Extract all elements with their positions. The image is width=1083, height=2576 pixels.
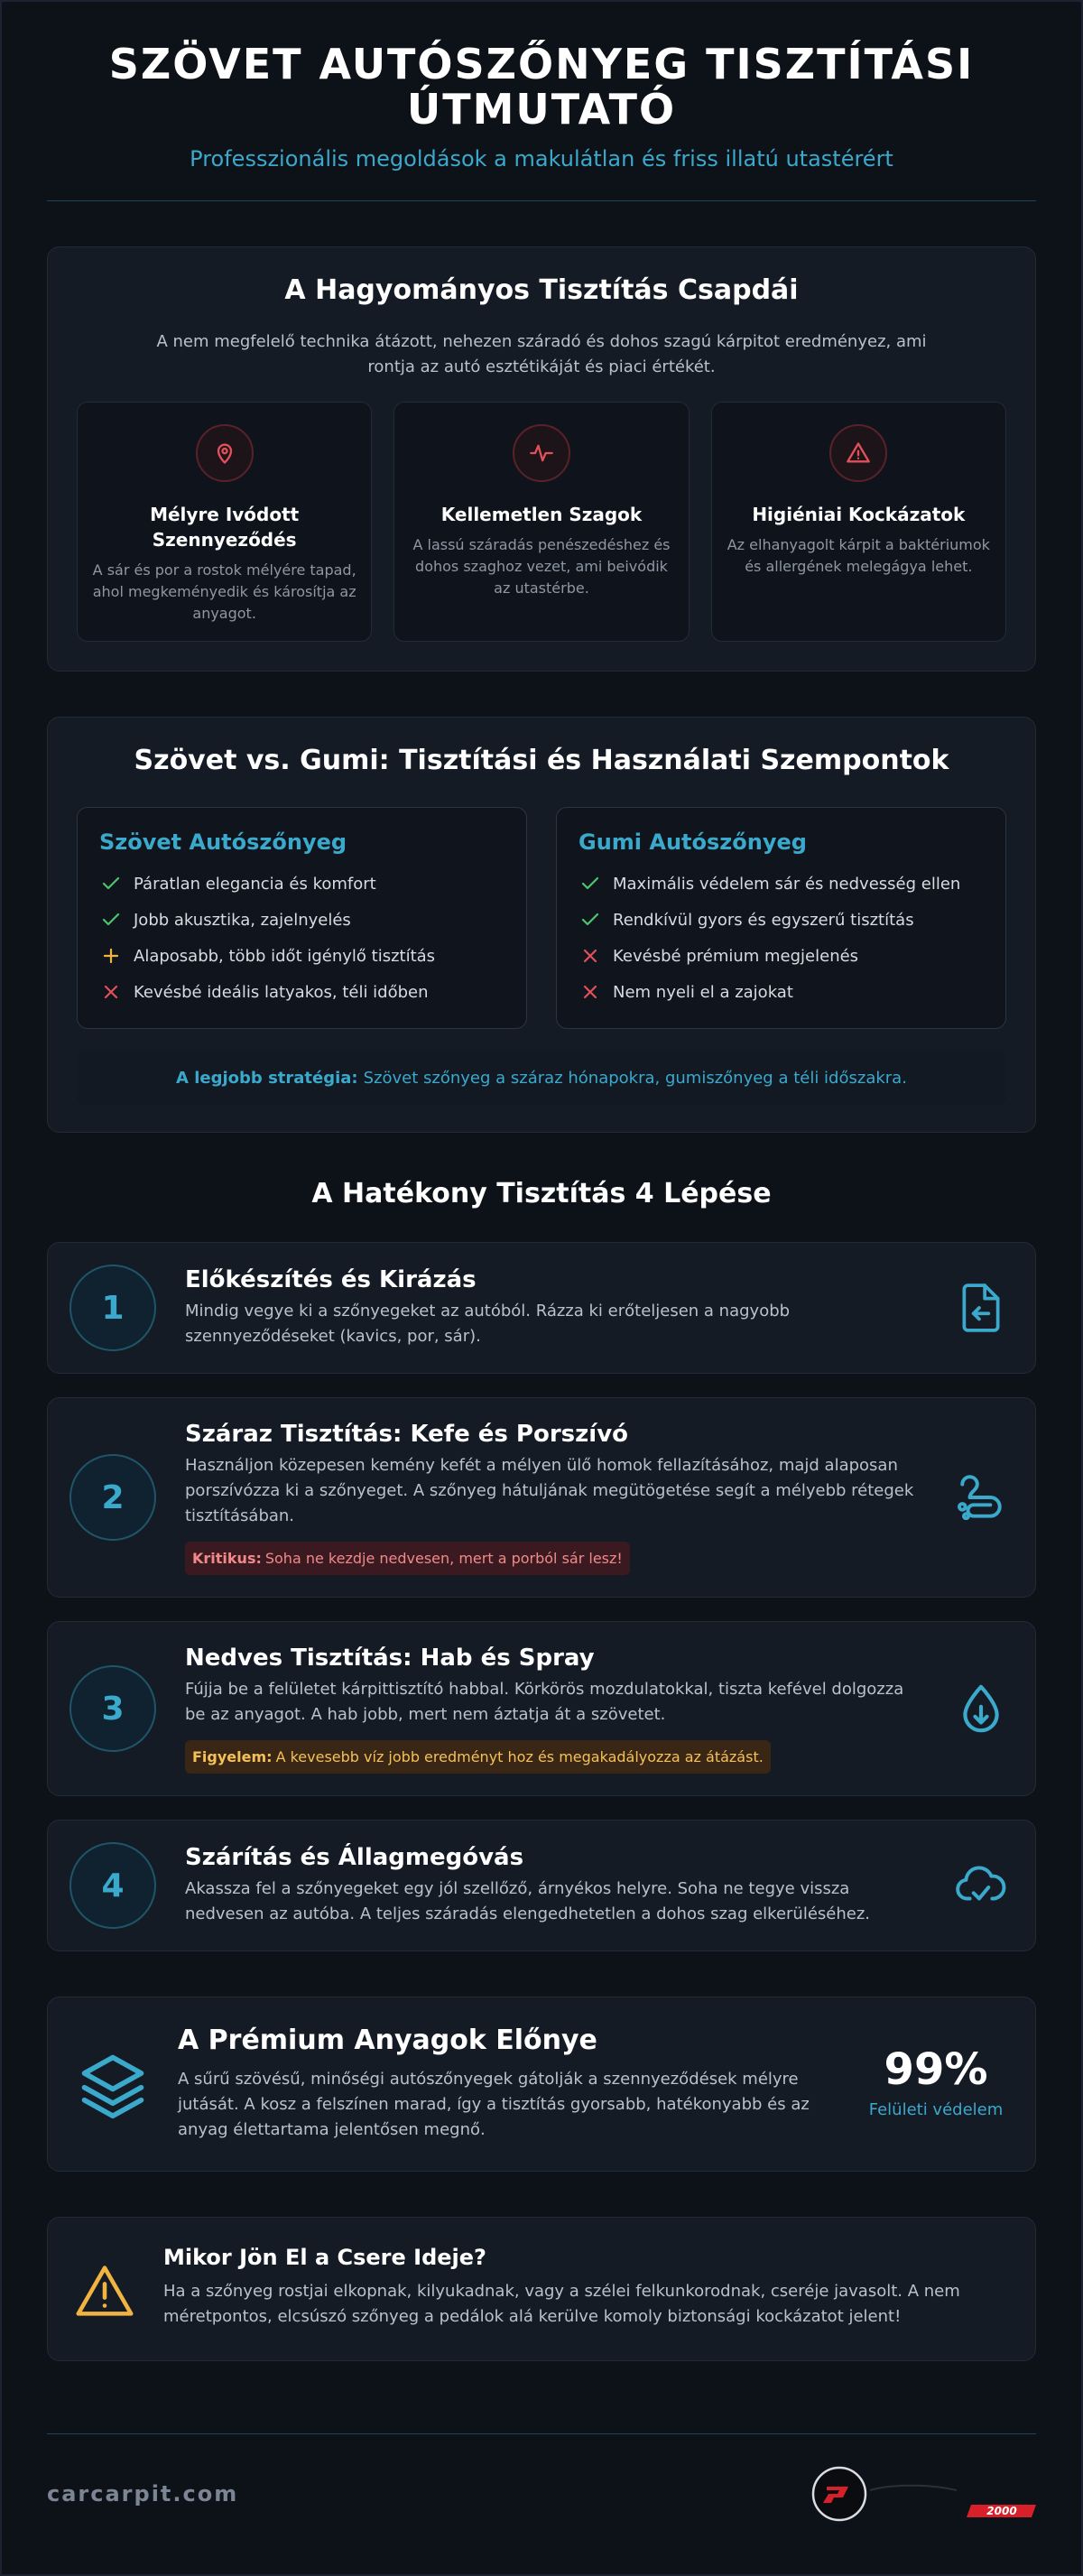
step-text: Mindig vegye ki a szőnyegeket az autóból. Rázza ki erőteljesen a nagyobb szennyeződéseket (kavics, por, sár). [185,1302,791,1346]
list-item-text: Nem nyeli el a zajokat [613,982,793,1002]
comparison-grid [77,807,1006,1029]
steps-title: A Hatékony Tisztítás 4 Lépése [311,1178,772,1209]
note-text: Soha ne kezdje nedvesen, mert a porból sár lesz! [264,1549,623,1567]
pitfall-title: Mélyre Ivódott Szennyeződés [150,504,300,551]
list-item-text: Kevésbé ideális latyakos, téli időben [134,982,429,1002]
note-label: Kritikus: [192,1549,262,1567]
step-text: Használjon közepesen kemény kefét a mélyen ülő homok fellazításához, majd alaposan porszívózza ki a szőnyeget. A szőnyeg hátuljának megütögetése segít a mélyebb rétegek tisztításában. [185,1455,914,1525]
pitfall-card [711,402,1006,642]
pitfall-card [77,402,372,642]
step-card [47,1242,1036,1374]
step-number: 1 [69,1265,156,1351]
pitfalls-section [47,246,1036,672]
list-item [579,902,984,938]
page [47,0,1036,2543]
list-item [99,902,504,938]
list-item-text: Maximális védelem sár és nedvesség ellen [613,874,961,894]
pitfall-text: Az elhanyagolt kárpit a baktériumok és allergének melegágya lehet. [727,536,990,575]
replace-section [47,2217,1036,2361]
list-item [99,974,504,1010]
plus-icon [99,948,123,964]
cross-icon [99,984,123,1000]
check-icon [99,876,123,892]
comparison-card-title: Gumi Autószőnyeg [579,829,807,855]
pitfalls-grid [77,402,1006,642]
check-icon [99,912,123,928]
comparison-title: Szövet vs. Gumi: Tisztítási és Használati Szempontok [134,745,949,776]
page-title: SZÖVET AUTÓSZŐNYEG TISZTÍTÁSI ÚTMUTATÓ [108,40,975,134]
step-title: Nedves Tisztítás: Hab és Spray [185,1644,595,1672]
divider [47,200,1036,201]
check-icon [579,876,602,892]
comparison-card-rubber [556,807,1006,1029]
pitfalls-intro: A nem megfelelő technika átázott, nehezen száradó és dohos szagú kárpitot eredményez, ami rontja az autó esztétikáját és piaci értékét. [156,332,927,376]
step-number: 2 [69,1454,156,1541]
replace-title: Mikor Jön El a Csere Ideje? [163,2245,486,2270]
step-title: Szárítás és Állagmegóvás [185,1844,524,1871]
pitfall-card [393,402,689,642]
cross-icon [579,948,602,964]
list-item [99,938,504,974]
vacuum-icon [952,1469,1010,1526]
list-item-text: Kevésbé prémium megjelenés [613,946,859,966]
attention-note [185,1740,771,1774]
list-item [579,938,984,974]
list-item [579,866,984,902]
pitfall-text: A sár és por a rostok mélyére tapad, ahol megkeményedik és károsítja az anyagot. [92,561,356,622]
brand-logo [810,2465,1036,2528]
step-number: 4 [69,1842,156,1929]
map-pin-icon [196,424,254,482]
note-text: A kevesebb víz jobb eredményt hoz és megakadályozza az átázást. [275,1747,764,1765]
list-item-text: Jobb akusztika, zajelnyelés [134,910,351,930]
step-card [47,1397,1036,1598]
comparison-card-title: Szövet Autószőnyeg [99,829,347,855]
list-item-text: Alaposabb, több időt igénylő tisztítás [134,946,436,966]
file-import-icon [952,1279,1010,1337]
footer [47,2434,1036,2543]
step-number: 3 [69,1665,156,1752]
strategy-label: A legjobb stratégia: [176,1068,358,1088]
premium-title: A Prémium Anyagok Előnye [178,2025,597,2056]
premium-text: A sűrű szövésű, minőségi autószőnyegek gátolják a szennyeződések mélyre jutását. A kosz a felszínen marad, így a tisztítás gyorsabb, hatékonyabb és az anyag élettartama jelentősen megnő. [178,2070,810,2139]
hero [47,0,1036,171]
pitfalls-title: A Hagyományos Tisztítás Csapdái [284,274,799,306]
replace-text: Ha a szőnyeg rostjai elkopnak, kilyukadnak, vagy a szélei felkunkorodnak, cseréje javasolt. A nem méretpontos, elcsúszó szőnyeg a pedálok alá kerülve komoly biztonsági kockázatot jelent! [163,2282,960,2326]
droplet-icon [952,1680,1010,1737]
strategy-text: Szövet szőnyeg a száraz hónapokra, gumiszőnyeg a téli időszakra. [363,1068,907,1088]
pitfall-title: Higiéniai Kockázatok [752,504,966,525]
list-item-text: Páratlan elegancia és komfort [134,874,376,894]
step-title: Száraz Tisztítás: Kefe és Porszívó [185,1420,629,1448]
stat-value: 99% [884,2044,988,2095]
check-icon [579,912,602,928]
warning-icon [75,2263,134,2319]
premium-stat [864,2044,1008,2119]
critical-note [185,1542,630,1575]
pitfall-title: Kellemetlen Szagok [440,504,643,525]
premium-section [47,1997,1036,2172]
stat-label: Felületi védelem [868,2100,1004,2119]
list-item-text: Rendkívül gyors és egyszerű tisztítás [613,910,914,930]
logo-badge-text: 2000 [986,2505,1017,2517]
comparison-section [47,717,1036,1133]
cross-icon [579,984,602,1000]
page-subtitle: Professzionális megoldások a makulátlan és friss illatú utastérért [190,146,893,171]
step-text: Akassza fel a szőnyegeket egy jól szellőző, árnyékos helyre. Soha ne tegye vissza nedvesen az autóba. A teljes száradás elengedhetetlen a dohos szag elkerüléséhez. [185,1879,871,1923]
list-item [99,866,504,902]
comparison-list [99,866,504,1010]
pulse-icon [513,424,570,482]
comparison-card-fabric [77,807,527,1029]
step-title: Előkészítés és Kirázás [185,1266,477,1293]
step-card [47,1820,1036,1951]
pitfall-text: A lassú száradás penészedéshez és dohos szaghoz vezet, ami beivódik az utastérbe. [412,536,671,597]
note-label: Figyelem: [192,1747,273,1765]
strategy-banner [77,1051,1006,1105]
step-card [47,1621,1036,1796]
steps-list [47,1242,1036,1951]
cloud-check-icon [952,1857,1010,1914]
comparison-list [579,866,984,1010]
list-item [579,974,984,1010]
site-name[interactable]: carcarpit.com [47,2481,239,2507]
warning-triangle-icon [829,424,887,482]
layers-icon [75,2048,151,2124]
step-text: Fújja be a felületet kárpittisztító habbal. Körkörös mozdulatokkal, tiszta kefével dolgozza be az anyagot. A hab jobb, mert nem áztatja át a szövetet. [185,1679,904,1724]
